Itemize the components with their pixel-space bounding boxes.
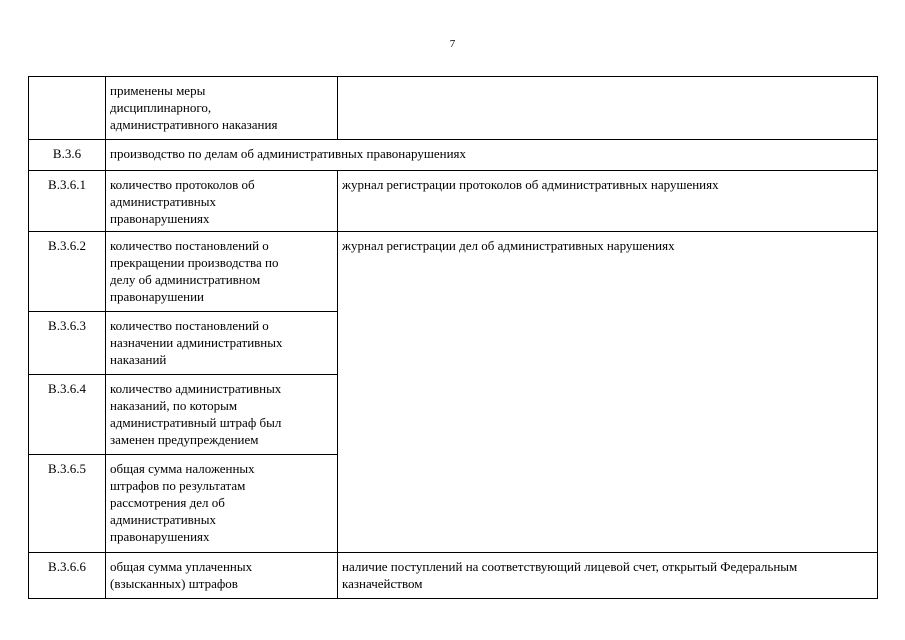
- indicator-line: прекращении производства по: [110, 255, 279, 270]
- row-source: [338, 553, 878, 599]
- indicator-line: общая сумма уплаченных: [110, 559, 253, 574]
- row-source: [338, 232, 878, 553]
- source-text: журнал регистрации дел об административных нарушениях: [342, 238, 675, 253]
- source-text: журнал регистрации протоколов об административных нарушениях: [342, 177, 719, 192]
- table-row: [29, 140, 878, 171]
- row-code: В.3.6.1: [29, 171, 106, 232]
- indicator-line: административных: [110, 194, 216, 209]
- row-code: В.3.6.5: [29, 455, 106, 553]
- indicator-line: дисциплинарного,: [110, 100, 212, 115]
- indicator-line: административный штраф был: [110, 415, 282, 430]
- indicator-line: количество постановлений о: [110, 318, 269, 333]
- row-indicator: [106, 375, 338, 455]
- row-indicator: [106, 77, 338, 140]
- indicator-line: количество постановлений о: [110, 238, 269, 253]
- row-indicator: [106, 455, 338, 553]
- page-number: 7: [449, 38, 456, 50]
- table-row: [29, 77, 878, 140]
- indicator-line: правонарушении: [110, 289, 204, 304]
- row-code: В.3.6.4: [29, 375, 106, 455]
- row-source: [338, 171, 878, 232]
- section-title-text: производство по делам об административных правонарушениях: [110, 146, 467, 161]
- table-row: [29, 553, 878, 599]
- row-code: В.3.6: [29, 140, 106, 171]
- indicator-line: делу об административном: [110, 272, 261, 287]
- row-code: В.3.6.3: [29, 312, 106, 375]
- row-indicator: [106, 553, 338, 599]
- indicator-line: заменен предупреждением: [110, 432, 259, 447]
- row-section-title: [106, 140, 878, 171]
- indicator-line: правонарушениях: [110, 211, 210, 226]
- indicator-line: применены меры: [110, 83, 206, 98]
- table-row: [29, 171, 878, 232]
- row-indicator: [106, 171, 338, 232]
- indicator-line: назначении административных: [110, 335, 283, 350]
- indicator-line: количество протоколов об: [110, 177, 255, 192]
- indicator-line: рассмотрения дел об: [110, 495, 225, 510]
- row-code: В.3.6.2: [29, 232, 106, 312]
- indicator-line: наказаний, по которым: [110, 398, 238, 413]
- indicator-line: административных: [110, 512, 216, 527]
- row-code: В.3.6.6: [29, 553, 106, 599]
- row-indicator: [106, 312, 338, 375]
- indicator-line: правонарушениях: [110, 529, 210, 544]
- indicator-line: (взысканных) штрафов: [110, 576, 238, 591]
- row-indicator: [106, 232, 338, 312]
- source-line: казначейством: [342, 576, 423, 591]
- row-source: [338, 77, 878, 140]
- indicator-line: административного наказания: [110, 117, 278, 132]
- table-row: [29, 232, 878, 312]
- indicator-line: общая сумма наложенных: [110, 461, 255, 476]
- indicator-line: наказаний: [110, 352, 167, 367]
- indicator-line: штрафов по результатам: [110, 478, 246, 493]
- indicator-line: количество административных: [110, 381, 282, 396]
- indicators-table: [28, 76, 878, 599]
- row-code: [29, 77, 106, 140]
- source-line: наличие поступлений на соответствующий лицевой счет, открытый Федеральным: [342, 559, 798, 574]
